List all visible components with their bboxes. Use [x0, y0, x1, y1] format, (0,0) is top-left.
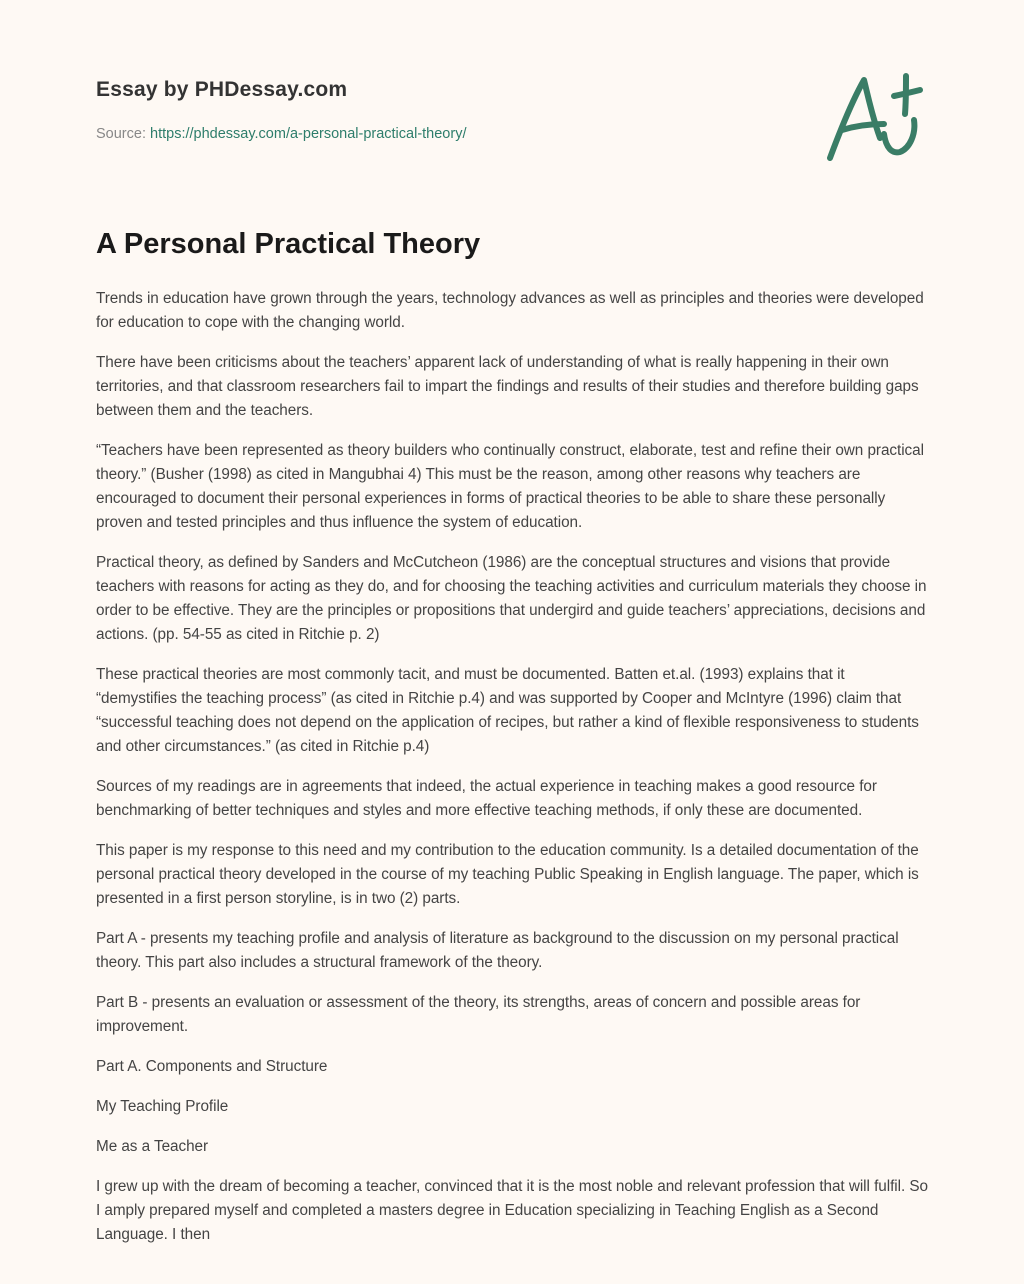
paragraph: There have been criticisms about the teachers’ apparent lack of understanding of what is really happening in their own territories, and that classroom researchers fail to impart the findings and results of their studies and therefore building gaps between them and the teachers.	[96, 354, 919, 419]
paragraph: Sources of my readings are in agreements that indeed, the actual experience in teaching makes a good resource for benchmarking of better techniques and styles and more effective teaching methods, if only these are documented.	[96, 778, 877, 819]
paragraph: This paper is my response to this need and my contribution to the education community. Is a detailed documentation of the personal practical theory developed in the course of my teaching Public Speaking in English language. The paper, which is presented in a first person storyline, is in two (2) parts.	[96, 842, 919, 907]
paragraph: Part B - presents an evaluation or assessment of the theory, its strengths, areas of concern and possible areas for improvement.	[96, 994, 861, 1035]
a-plus-grade-icon	[820, 66, 930, 166]
paragraph: Trends in education have grown through the years, technology advances as well as principles and theories were developed for education to cope with the changing world.	[96, 290, 924, 331]
source-link[interactable]: https://phdessay.com/a-personal-practical-theory/	[150, 126, 467, 142]
paragraph: These practical theories are most commonly tacit, and must be documented. Batten et.al. (1993) explains that it “demystifies the teaching process” (as cited in Ritchie p.4) and was supported by Cooper and McIntyre (1996) claim that “successful teaching does not depend on the application of recipes, but rather a kind of flexible responsiveness to students and other circumstances.” (as cited in Ritchie p.4)	[96, 666, 919, 755]
page-header	[96, 74, 696, 144]
paragraph: I grew up with the dream of becoming a teacher, convinced that it is the most noble and relevant profession that will fulfil. So I amply prepared myself and completed a masters degree in Education specializing in Teaching English as a Second Language. I then	[96, 1178, 928, 1243]
page-title: A Personal Practical Theory	[96, 228, 481, 260]
essay-content	[96, 222, 928, 1263]
section-heading-teaching-profile: My Teaching Profile	[96, 1098, 229, 1115]
source-line	[96, 124, 696, 144]
section-heading-me-as-teacher: Me as a Teacher	[96, 1138, 209, 1155]
paragraph: Practical theory, as defined by Sanders and McCutcheon (1986) are the conceptual structures and visions that provide teachers with reasons for acting as they do, and for choosing the teaching activities and curriculum materials they choose in order to be effective. They are the principles or propositions that undergird and guide teachers’ appreciations, decisions and actions. (pp. 54-55 as cited in Ritchie p. 2)	[96, 554, 927, 643]
source-label: Source:	[96, 126, 146, 142]
paragraph: Part A - presents my teaching profile and analysis of literature as background to the discussion on my personal practical theory. This part also includes a structural framework of the theory.	[96, 930, 899, 971]
site-title: Essay by PHDessay.com	[96, 78, 348, 101]
paragraph: “Teachers have been represented as theory builders who continually construct, elaborate, test and refine their own practical theory.” (Busher (1998) as cited in Mangubhai 4) This must be the reason, among other reasons why teachers are encouraged to document their personal experiences in forms of practical theories to be able to share these personally proven and tested principles and thus influence the system of education.	[96, 442, 924, 531]
section-heading-part-a: Part A. Components and Structure	[96, 1058, 328, 1075]
